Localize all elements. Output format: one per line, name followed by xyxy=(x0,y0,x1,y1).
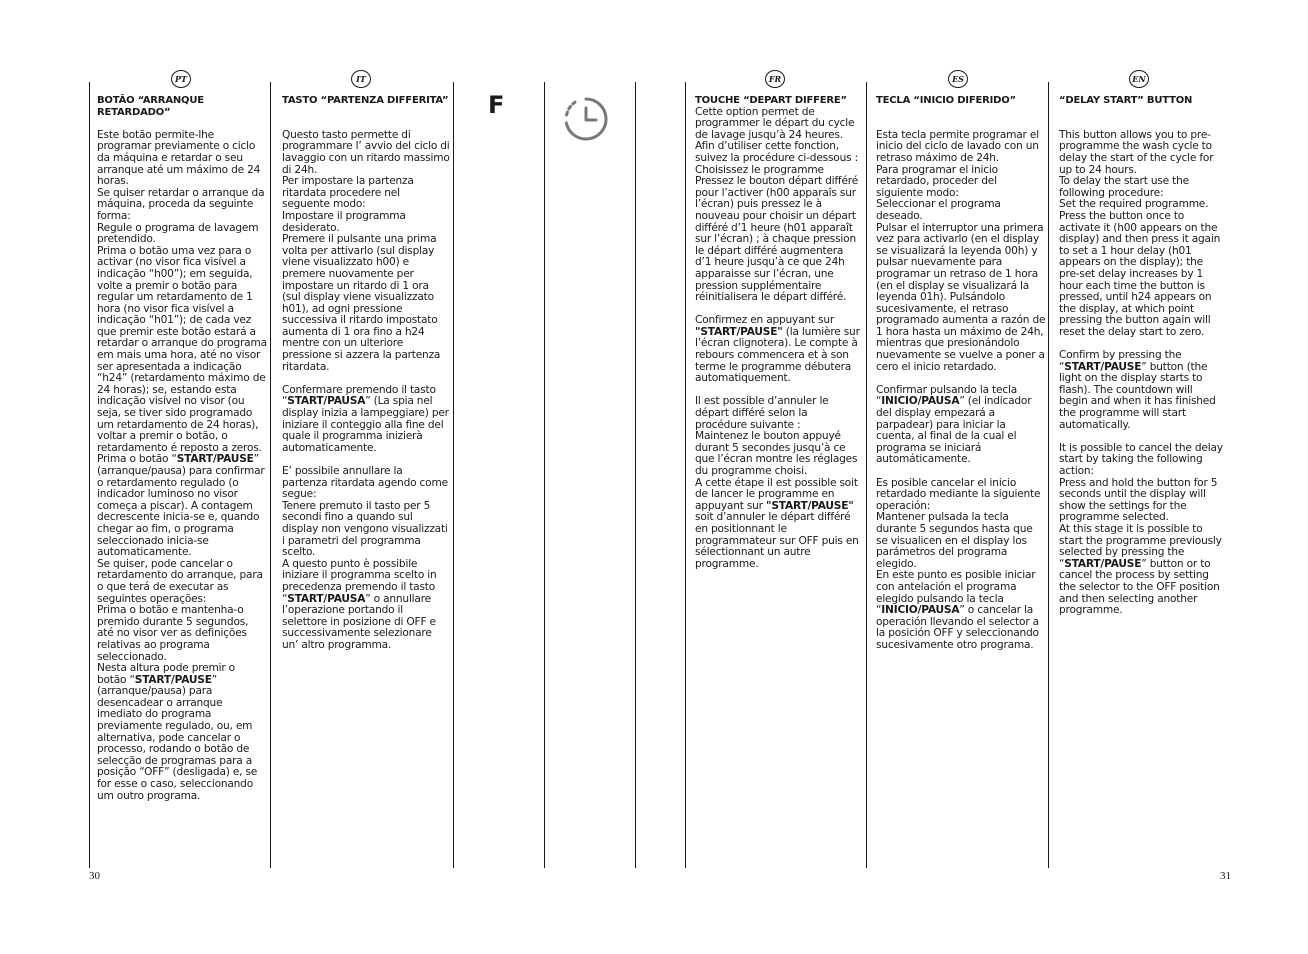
start-pause-label: START/PAUSA xyxy=(287,592,366,605)
language-badge-en: EN xyxy=(1129,70,1149,88)
start-pause-label: START/PAUSE xyxy=(1064,557,1142,570)
column-divider xyxy=(89,82,90,868)
column-divider xyxy=(635,82,636,868)
column-pt xyxy=(97,86,267,802)
section-title-it: TASTO “PARTENZA DIFFERITA” xyxy=(282,95,449,106)
paragraph: Este botão permite-lhe programar previamente o ciclo da máquina e retardar o seu arranque até um máximo de 24 horas. Se quiser retardar o arranque da máquina, proceda da seguinte forma: Regule o programa de lavagem pretendido. Prima o botão uma vez para o activar (no visor fica visível a indicação “h00”); em seguida, volte a premir o botão para regular um retardamento de 1 hora (no visor fica visível a indicação “h01”); de cada vez que premir este botão estará a retardar o arranque do programa em mais uma hora, até no visor ser apresentada a indicação “h24” (retardamento máximo de 24 horas); se, estando esta indicação visível no visor (ou seja, se tiver sido programado um retardamento de 24 horas), voltar a premir o botão, o retardamento é reposto a zeros. Prima o botão “START/PAUSE” (arranque/pausa) para confirmar o retardamento regulado (o indicador luminoso no visor começa a piscar). A contagem decrescente inicia-se e, quando chegar ao fim, o programa seleccionado inicia-se automaticamente. Se quiser, pode cancelar o retardamento do arranque, para o que terá de executar as seguintes operações: Prima o botão e mantenha-o premido durante 5 segundos, até no visor ver as definições relativas ao programa seleccionado. Nesta altura pode premir o botão “START/PAUSE” (arranque/pausa) para desencadear o arranque imediato do programa previamente regulado, ou, em alternativa, pode cancelar o processo, rodando o botão de selecção de programas para a posição “OFF” (desligada) e, se for esse o caso, seleccionando um outro programa. xyxy=(97,128,267,802)
start-pause-label: START/PAUSE xyxy=(1064,360,1142,373)
column-es xyxy=(876,86,1046,652)
page-number-right: 31 xyxy=(1220,870,1231,882)
column-divider xyxy=(1048,82,1049,868)
column-divider xyxy=(866,82,867,868)
column-it xyxy=(282,86,450,652)
start-pause-label: START/PAUSA xyxy=(287,395,366,408)
column-fr xyxy=(695,86,861,570)
start-pause-label: INICIO/PAUSA xyxy=(881,604,960,617)
column-divider xyxy=(544,82,545,868)
delay-start-clock-icon xyxy=(563,96,609,142)
paragraph: Il est possible d’annuler le départ différé selon la procédure suivante : Maintenez le bouton appuyé durant 5 secondes jusqu’à ce que l’écran montre les réglages du programme choisi. A cette étape il est possible soit de lancer le programme en appuyant sur "START/PAUSE" soit d’annuler le départ différé en positionnant le programmateur sur OFF puis en sélectionnant un autre programme. xyxy=(695,395,859,570)
paragraph: This button allows you to pre-programme the wash cycle to delay the start of the cycle for up to 24 hours. To delay the start use the following procedure: Set the required programme. Press the button once to activate it (h00 appears on the display) and then press it again to set a 1 hour delay (h01 appears on the display); the pre-set delay increases by 1 hour each time the button is pressed, until h24 appears on the display, at which point pressing the button again will reset the delay start to zero. xyxy=(1059,128,1221,338)
start-pause-label: "START/PAUSE" xyxy=(695,325,783,338)
language-badge-es: ES xyxy=(948,70,968,88)
language-badge-it: IT xyxy=(351,70,371,88)
start-pause-label: "START/PAUSE" xyxy=(766,499,854,512)
start-pause-label: INICIO/PAUSA xyxy=(881,395,960,408)
section-title-fr: TOUCHE “DEPART DIFFERE” xyxy=(695,95,847,106)
paragraph: Esta tecla permite programar el inicio del ciclo de lavado con un retraso máximo de 24h. Para programar el inicio retardado, proceder del siguiente modo: Seleccionar el programa deseado. Pulsar el interruptor una primera vez para activarlo (en el display se visualizará la leyenda 00h) y pulsar nuevamente para programar un retraso de 1 hora (en el display se visualizará la leyenda 01h). Pulsándolo sucesivamente, el retraso programado aumenta a razón de 1 hora hasta un máximo de 24h, mientras que presionándolo nuevamente se vuelve a poner a cero el inicio retardado. xyxy=(876,128,1046,373)
section-title-pt: BOTÃO “ARRANQUE RETARDADO” xyxy=(97,95,204,118)
paragraph: Questo tasto permette di programmare l’ avvio del ciclo di lavaggio con un ritardo massimo di 24h. Per impostare la partenza ritardata procedere nel seguente modo: Impostare il programma desiderato. Premere il pulsante una prima volta per attivarlo (sul display viene visualizzato h00) e premere nuovamente per impostare un ritardo di 1 ora (sul display viene visualizzato h01), ad ogni pressione successiva il ritardo impostato aumenta di 1 ora fino a h24 mentre con un ulteriore pressione si azzera la partenza ritardata. xyxy=(282,128,450,373)
paragraph: Cette option permet de programmer le départ du cycle de lavage jusqu’à 24 heures. Afin d’utiliser cette fonction, suivez la procédure ci-dessous : Choisissez le programme Pressez le bouton départ différé pour l’activer (h00 apparaîs sur l’écran) puis pressez le à nouveau pour choisir un départ différé d’1 heure (h01 apparaît sur l’écran) ; à chaque pression le départ différé augmentera d’1 heure jusqu’à ce que 24h apparaisse sur l’écran, une pression supplémentaire réinitialisera le départ différé. xyxy=(695,105,859,304)
page-number-left: 30 xyxy=(89,870,100,882)
column-divider xyxy=(453,82,454,868)
paragraph: E’ possibile annullare la partenza ritardata agendo come segue: Tenere premuto il tasto per 5 secondi fino a quando sul display non vengono visualizzati i parametri del programma scelto. A questo punto è possibile iniziare il programma scelto in precedenza premendo il tasto “START/PAUSA” o annullare l’operazione portando il selettore in posizione di OFF e successivamente selezionare un’ altro programma. xyxy=(282,465,448,651)
section-title-es: TECLA “INICIO DIFERIDO” xyxy=(876,95,1016,106)
start-pause-label: START/PAUSE xyxy=(134,673,212,686)
column-divider xyxy=(685,82,686,868)
language-badge-fr: FR xyxy=(765,70,785,88)
section-title-en: “DELAY START” BUTTON xyxy=(1059,95,1193,106)
paragraph: Confirm by pressing the “START/PAUSE” button (the light on the display starts to flash). The countdown will begin and when it has finished the programme will start automatically. xyxy=(1059,349,1216,431)
start-pause-label: START/PAUSE xyxy=(176,453,254,466)
column-divider xyxy=(270,82,271,868)
paragraph: Confirmez en appuyant sur "START/PAUSE" (la lumière sur l’écran clignotera). Le compte à rebours commencera et à son terme le programme débutera automatiquement. xyxy=(695,314,860,385)
language-badge-pt: PT xyxy=(171,70,191,88)
paragraph: Confirmar pulsando la tecla “INICIO/PAUSA” (el indicador del display empezará a parpadear) para iniciar la cuenta, al final de la cual el programa se iniciará automáticamente. xyxy=(876,383,1032,466)
paragraph: Confermare premendo il tasto “START/PAUSA” (La spia nel display inizia a lampeggiare) per iniziare il conteggio alla fine del quale il programma inizierà automaticamente. xyxy=(282,383,449,454)
column-en xyxy=(1059,86,1223,617)
section-letter: F xyxy=(488,91,505,119)
paragraph: Es posible cancelar el inicio retardado mediante la siguiente operación: Mantener pulsada la tecla durante 5 segundos hasta que se visualicen en el display los parámetros del programa elegido. En este punto es posible iniciar con antelación el programa elegido pulsando la tecla “INICIO/PAUSA” o cancelar la operación llevando el selector a la posición OFF y seleccionando sucesivamente otro programa. xyxy=(876,476,1041,651)
paragraph: It is possible to cancel the delay start by taking the following action: Press and hold the button for 5 seconds until the display will show the settings for the programme selected. At this stage it is possible to start the programme previously selected by pressing the “START/PAUSE” button or to cancel the process by setting the selector to the OFF position and then selecting another programme. xyxy=(1059,441,1223,617)
